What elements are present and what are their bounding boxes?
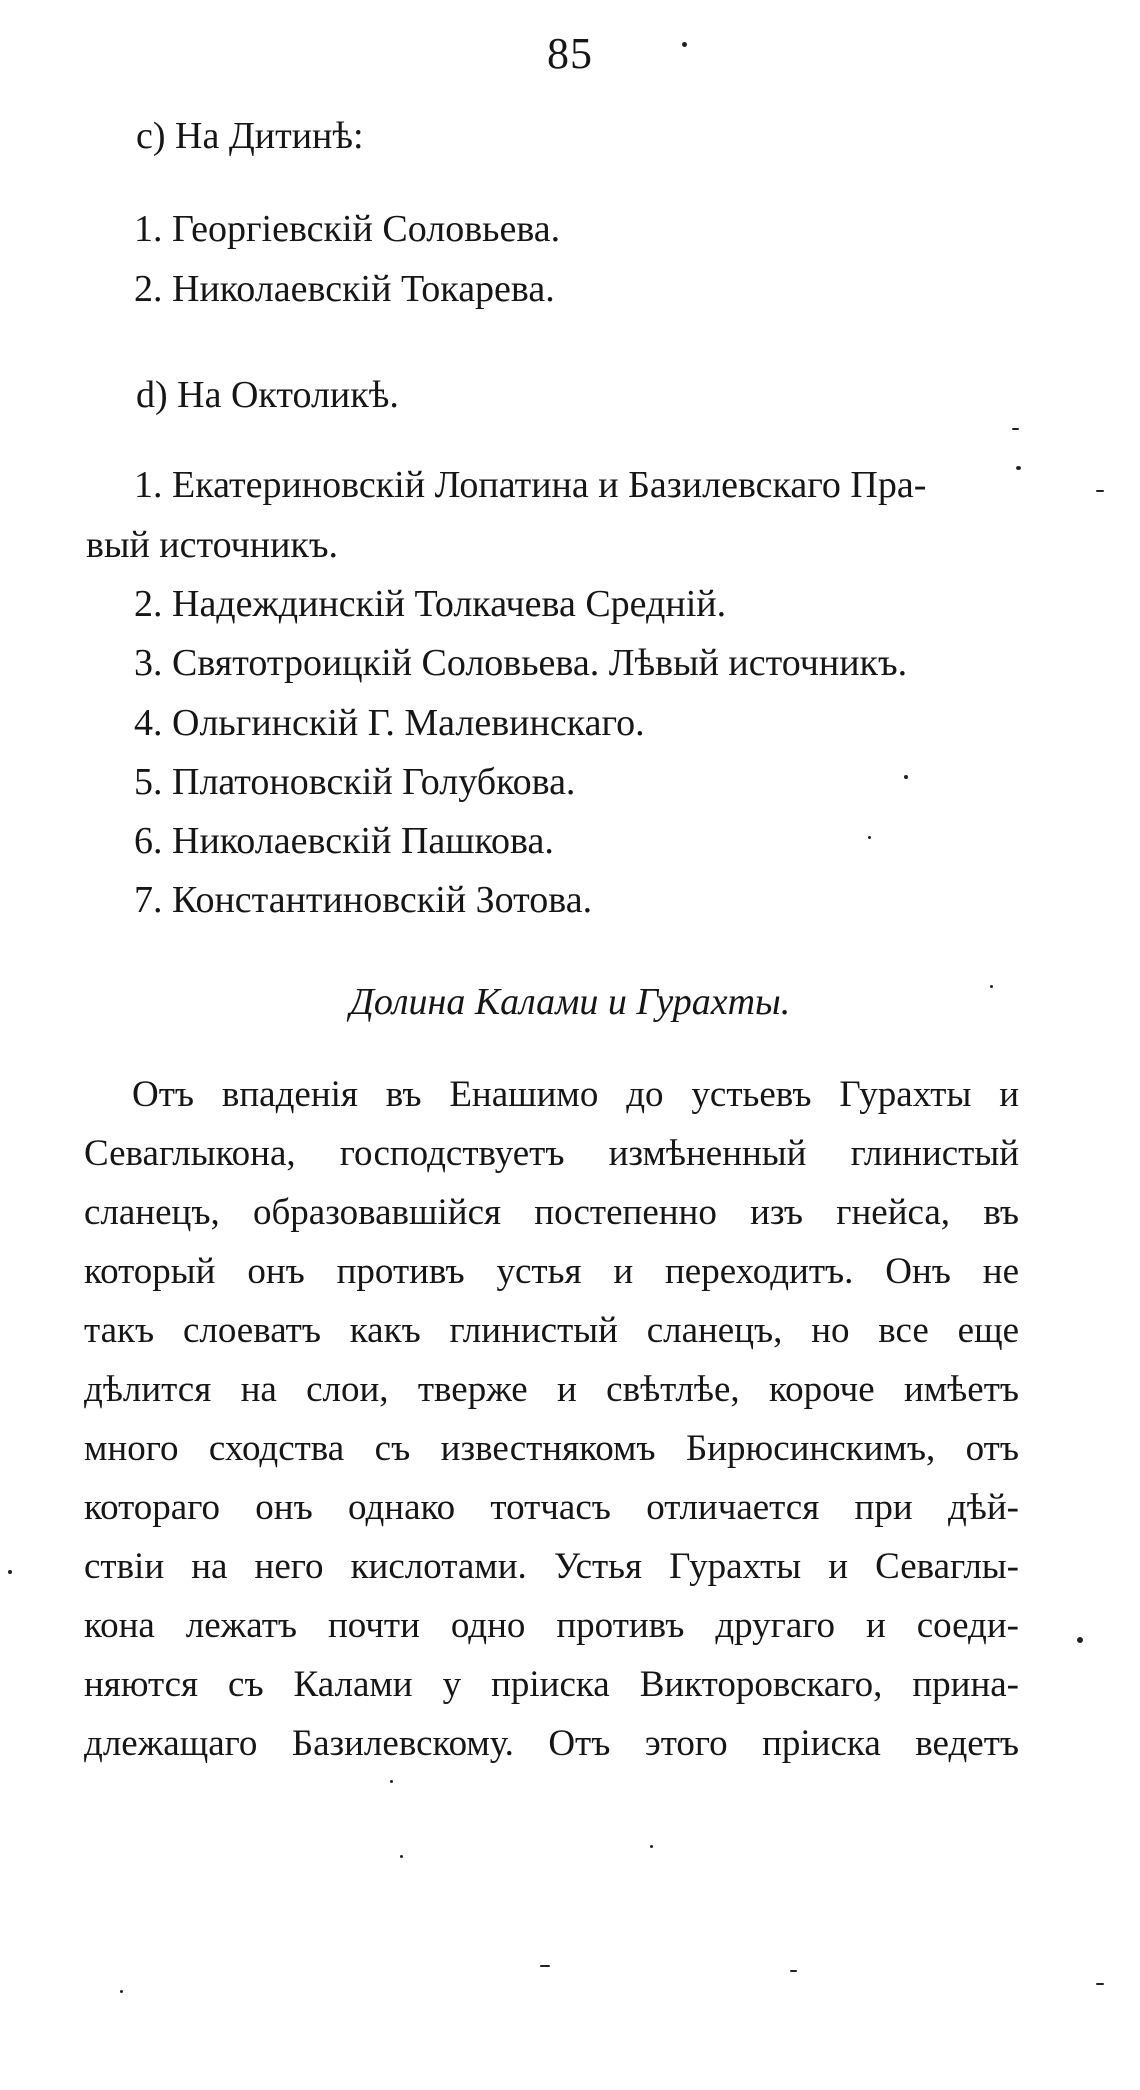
section-d-item-3: 3. Святотроицкій Соловьева. Лѣвый источникъ. bbox=[134, 642, 908, 684]
paragraph-line: Отъ впаденія въ Енашимо до устьевъ Гурахты и bbox=[132, 1074, 1019, 1115]
paragraph-line: дѣлится на слои, тверже и свѣтлѣе, короче имѣетъ bbox=[84, 1369, 1019, 1410]
paragraph-line: который онъ противъ устья и переходитъ. Онъ не bbox=[84, 1251, 1019, 1292]
section-d-item-2: 2. Надеждинскій Толкачева Средній. bbox=[134, 583, 727, 625]
paragraph-line: кона лежатъ почти одно противъ другаго и соеди- bbox=[84, 1605, 1019, 1646]
scan-speck bbox=[990, 985, 993, 988]
scan-speck bbox=[120, 1990, 123, 1993]
scan-speck bbox=[1096, 1983, 1104, 1985]
paragraph-line: ствіи на него кислотами. Устья Гурахты и Севаглы- bbox=[84, 1546, 1019, 1587]
scan-speck bbox=[540, 1965, 550, 1967]
paragraph-line: котораго онъ однако тотчасъ отличается при дѣй- bbox=[84, 1487, 1019, 1528]
scan-speck bbox=[8, 1570, 12, 1574]
scan-speck bbox=[1012, 428, 1019, 430]
section-c-item-2: 2. Николаевскій Токарева. bbox=[134, 268, 555, 310]
scan-speck bbox=[1077, 1637, 1083, 1643]
scan-speck bbox=[400, 1855, 403, 1858]
section-d-title: d) На Октоликѣ. bbox=[136, 374, 399, 416]
section-d-item-4: 4. Ольгинскій Г. Малевинскаго. bbox=[134, 702, 645, 744]
paragraph-line: такъ слоеватъ какъ глинистый сланецъ, но все еще bbox=[84, 1310, 1019, 1351]
page-number: 85 bbox=[547, 29, 593, 78]
scan-speck bbox=[1096, 490, 1104, 492]
scan-speck bbox=[868, 836, 871, 839]
section-d-item-1-cont: вый источникъ. bbox=[86, 524, 339, 566]
scan-speck bbox=[790, 1970, 797, 1972]
paragraph-line: Севаглыкона, господствуетъ измѣненный глинистый bbox=[84, 1133, 1019, 1174]
scan-speck bbox=[650, 1845, 653, 1848]
paragraph-line: много сходства съ известнякомъ Бирюсинскимъ, отъ bbox=[84, 1428, 1019, 1469]
scan-speck bbox=[1016, 466, 1021, 470]
scan-speck bbox=[904, 775, 908, 779]
paragraph-line: длежащаго Базилевскому. Отъ этого пріиска ведетъ bbox=[84, 1723, 1019, 1764]
paragraph-line: няются съ Калами у пріиска Викторовскаго, прина- bbox=[84, 1664, 1019, 1705]
scan-speck bbox=[390, 1780, 393, 1783]
section-d-item-5: 5. Платоновскій Голубкова. bbox=[134, 761, 576, 803]
section-heading: Долина Калами и Гурахты. bbox=[349, 981, 791, 1023]
section-c-title: c) На Дитинѣ: bbox=[136, 115, 364, 157]
scan-speck bbox=[682, 42, 687, 47]
section-c-item-1: 1. Георгіевскій Соловьева. bbox=[134, 208, 561, 250]
section-d-item-7: 7. Константиновскій Зотова. bbox=[134, 879, 593, 921]
section-d-item-1: 1. Екатериновскій Лопатина и Базилевскаго Пра- bbox=[134, 464, 927, 506]
paragraph-line: сланецъ, образовавшійся постепенно изъ гнейса, въ bbox=[84, 1192, 1019, 1233]
section-d-item-6: 6. Николаевскій Пашкова. bbox=[134, 820, 554, 862]
